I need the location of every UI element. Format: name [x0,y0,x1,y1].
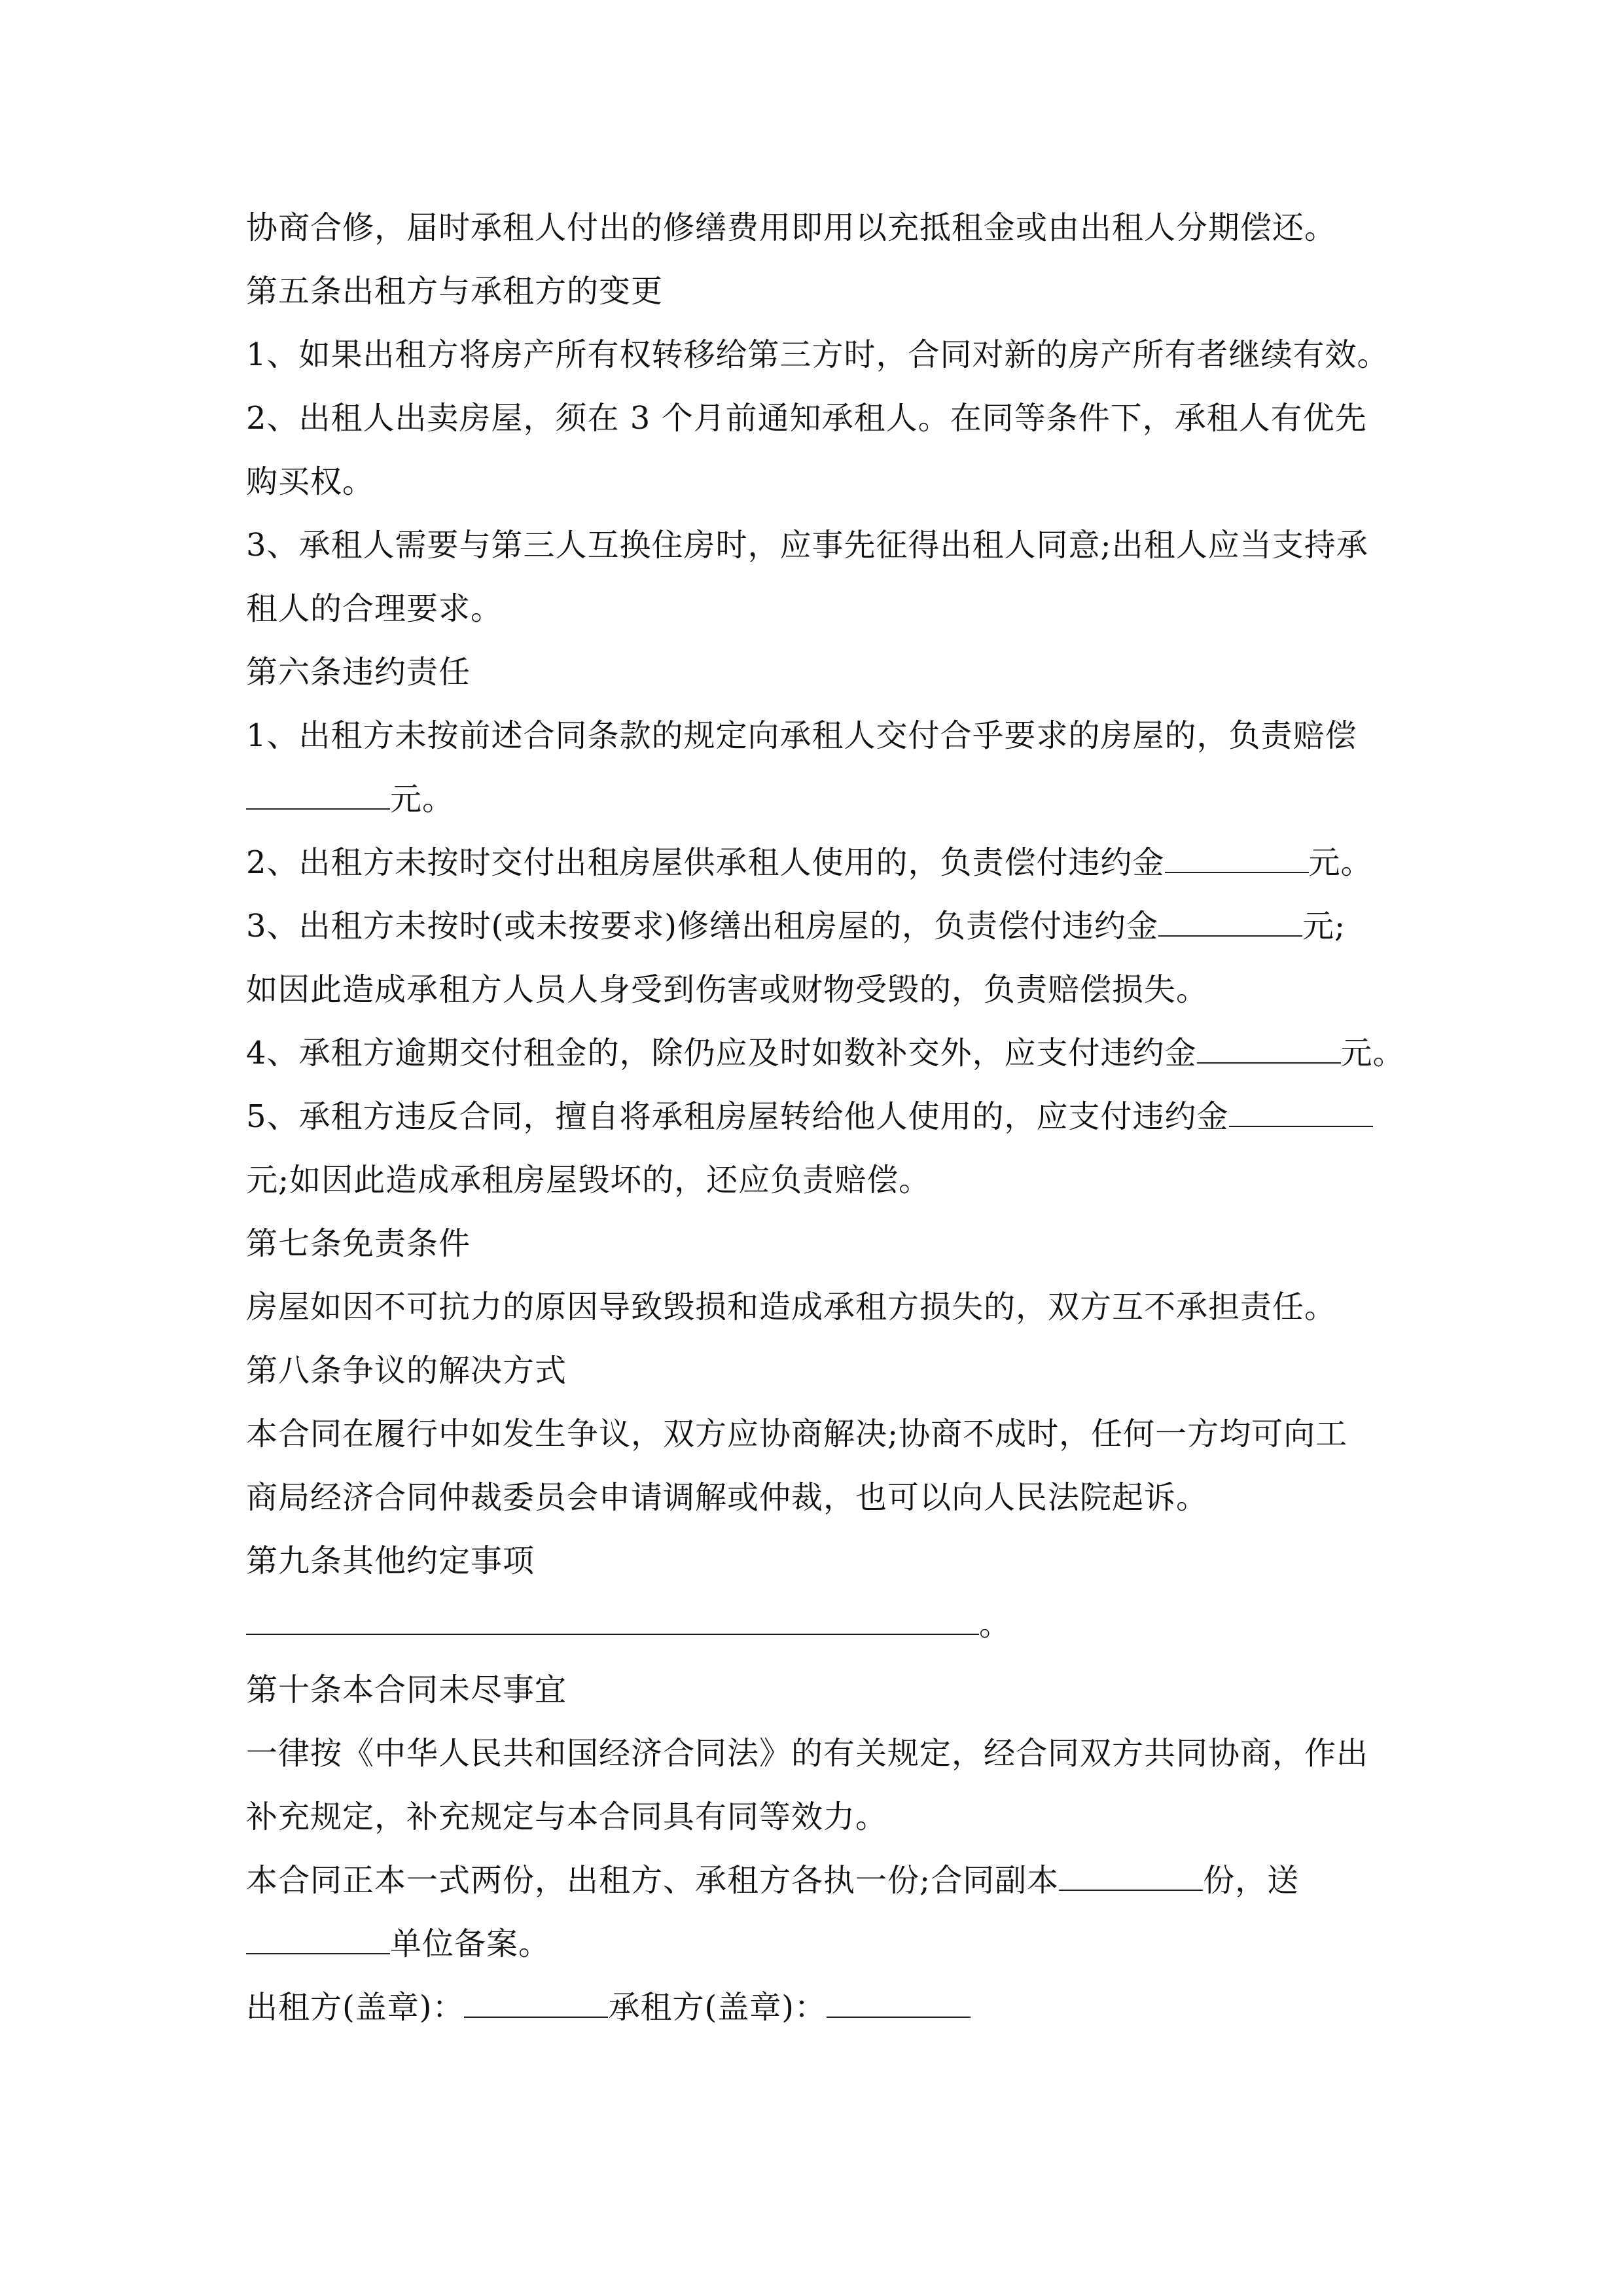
contract-line [246,260,1404,323]
fill-in-blank [1229,1088,1373,1127]
contract-line [246,1276,1404,1339]
contract-text: 4、承租方逾期交付租金的，除仍应及时如数补交外，应支付违约金 [246,1035,1197,1071]
contract-text: 第六条违约责任 [246,654,471,691]
contract-line [246,1912,1404,1976]
contract-text: 购买权。 [246,463,375,500]
contract-text: 第九条其他约定事项 [246,1543,535,1579]
contract-text: 本合同在履行中如发生争议，双方应协商解决;协商不成时，任何一方均可向工 [246,1416,1348,1452]
contract-line [246,1403,1404,1466]
fill-in-blank [246,1915,390,1954]
contract-line [246,1659,1404,1722]
contract-line [246,831,1404,895]
contract-line [246,323,1404,387]
contract-line [246,1022,1404,1085]
contract-line [246,387,1404,450]
contract-text: 元。 [1340,1035,1405,1071]
contract-body [246,196,1404,2039]
contract-line [246,1149,1404,1212]
fill-in-blank [1059,1852,1203,1891]
contract-text: 1、出租方未按前述合同条款的规定向承租人交付合乎要求的房屋的，负责赔偿 [246,717,1357,754]
contract-text: 本合同正本一式两份，出租方、承租方各执一份;合同副本 [246,1862,1060,1899]
fill-in-blank [827,1979,971,2018]
contract-text: 第七条免责条件 [246,1225,471,1262]
contract-text: 。 [979,1606,1012,1643]
contract-text: 3、出租方未按时(或未按要求)修缮出租房屋的，负责偿付违约金 [246,908,1158,944]
lessee-seal-label: 承租方(盖章)： [608,1989,827,2026]
contract-line [246,577,1404,641]
contract-text: 1、如果出租方将房产所有权转移给第三方时，合同对新的房产所有者继续有效。 [246,336,1389,373]
fill-in-blank [1158,897,1302,937]
contract-text: 补充规定，补充规定与本合同具有同等效力。 [246,1799,888,1835]
contract-line [246,196,1404,260]
lessor-seal-label: 出租方(盖章)： [246,1989,465,2026]
contract-text: 租人的合理要求。 [246,590,503,627]
contract-text: 如因此造成承租方人员人身受到伤害或财物受毁的，负责赔偿损失。 [246,971,1209,1008]
contract-line [246,704,1404,768]
contract-text: 元。 [1308,844,1373,881]
fill-in-blank [246,770,390,810]
contract-text: 商局经济合同仲裁委员会申请调解或仲裁，也可以向人民法院起诉。 [246,1479,1209,1516]
contract-line [246,1466,1404,1530]
fill-in-blank [246,1596,979,1635]
contract-line [246,450,1404,514]
contract-line [246,1339,1404,1403]
contract-text: 一律按《中华人民共和国经济合同法》的有关规定，经合同双方共同协商，作出 [246,1735,1369,1772]
contract-text: 元。 [390,781,455,817]
contract-text: 第八条争议的解决方式 [246,1352,567,1389]
contract-text: 协商合修，届时承租人付出的修缮费用即用以充抵租金或由出租人分期偿还。 [246,209,1337,246]
fill-in-blank [464,1979,608,2018]
contract-text: 单位备案。 [390,1926,551,1962]
signature-line [246,1976,1404,2039]
contract-line [246,514,1404,577]
contract-line [246,1530,1404,1593]
contract-line [246,641,1404,704]
contract-text: 3、承租人需要与第三人互换住房时，应事先征得出租人同意;出租人应当支持承 [246,527,1368,564]
fill-in-blank [1165,834,1309,873]
contract-text: 房屋如因不可抗力的原因导致毁损和造成承租方损失的，双方互不承担责任。 [246,1289,1337,1325]
contract-line [246,1593,1404,1659]
contract-line [246,1722,1404,1785]
contract-line [246,895,1404,958]
contract-text: 5、承租方违反合同，擅自将承租房屋转给他人使用的，应支付违约金 [246,1098,1229,1135]
contract-line [246,1212,1404,1276]
contract-text: 2、出租方未按时交付出租房屋供承租人使用的，负责偿付违约金 [246,844,1165,881]
fill-in-blank [1197,1024,1341,1064]
contract-line [246,1785,1404,1849]
contract-line [246,768,1404,831]
contract-text: 元;如因此造成承租房屋毁坏的，还应负责赔偿。 [246,1162,931,1198]
contract-text: 份，送 [1203,1862,1300,1899]
contract-text: 元; [1302,908,1346,944]
contract-line [246,1849,1404,1912]
contract-line [246,958,1404,1022]
contract-line [246,1085,1404,1149]
contract-text: 2、出租人出卖房屋，须在 3 个月前通知承租人。在同等条件下，承租人有优先 [246,400,1367,437]
contract-text: 第五条出租方与承租方的变更 [246,273,664,310]
contract-text: 第十条本合同未尽事宜 [246,1672,567,1708]
